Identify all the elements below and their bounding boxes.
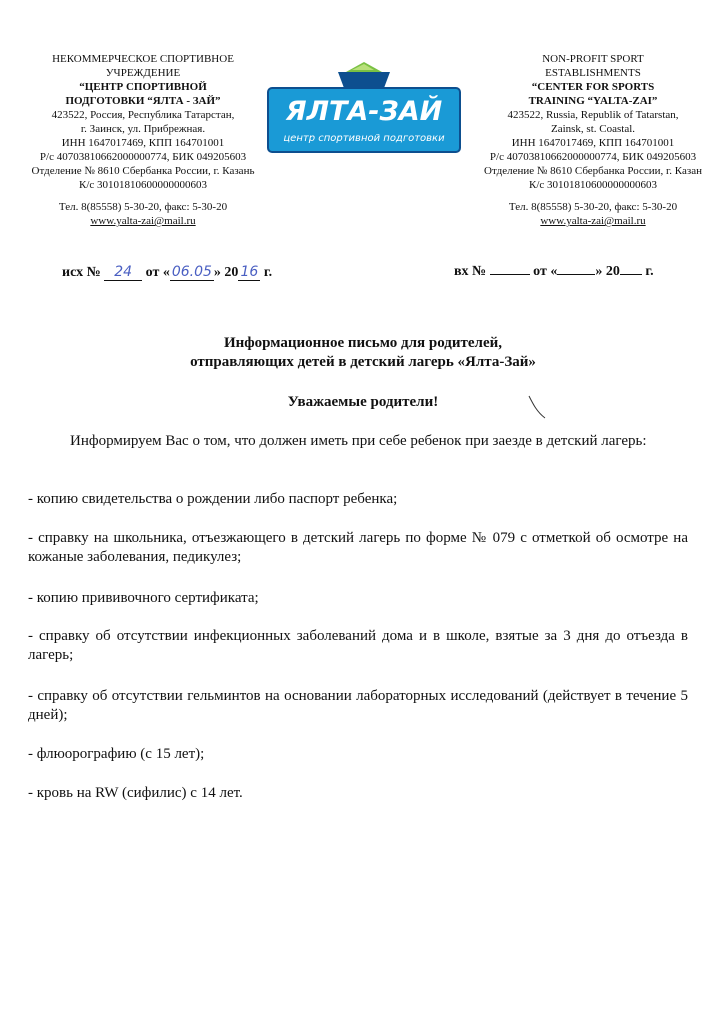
bank-en: Отделение № 8610 Сбербанка России, г. Казан <box>484 165 702 177</box>
account: Р/с 40703810662000000774, БИК 049205603 <box>39 151 247 163</box>
org-name-2: ПОДГОТОВКИ “ЯЛТА - ЗАЙ” <box>65 95 221 107</box>
in-year <box>620 274 642 275</box>
out-from-label: от « <box>145 265 170 280</box>
org-name-en-2: TRAINING “YALTA-ZAI” <box>528 95 658 107</box>
in-year-prefix: » 20 <box>595 264 620 279</box>
title-line-1: Информационное письмо для родителей, <box>223 335 503 351</box>
in-label: вх № <box>454 264 487 279</box>
greeting: Уважаемые родители! <box>287 394 439 410</box>
out-year-suffix: г. <box>263 265 273 280</box>
out-date: 06.05 <box>171 264 212 280</box>
list-item: - флюорографию (с 15 лет); <box>28 746 205 762</box>
account-en: Р/с 40703810662000000774, БИК 049205603 <box>489 151 697 163</box>
out-label: исх № <box>62 265 101 280</box>
in-date <box>557 274 595 275</box>
logo-text: ЯЛТА-ЗАЙ <box>285 96 443 127</box>
bank: Отделение № 8610 Сбербанка России, г. Казань <box>31 165 255 177</box>
org-name: “ЦЕНТР СПОРТИВНОЙ <box>79 81 207 93</box>
outgoing-ref <box>62 264 272 281</box>
out-year: 16 <box>238 264 260 281</box>
in-number <box>490 274 530 275</box>
inn-en: ИНН 1647017469, КПП 164701001 <box>511 137 675 149</box>
corr-account: К/с 30101810600000000603 <box>78 179 208 191</box>
org-name-en: “CENTER FOR SPORTS <box>531 81 655 93</box>
out-year-prefix: » 20 <box>213 265 239 280</box>
address-2: г. Заинск, ул. Прибрежная. <box>80 123 206 135</box>
letter-title <box>0 334 726 372</box>
address: 423522, Россия, Республика Татарстан, <box>51 109 235 121</box>
in-from-label: от « <box>533 264 558 279</box>
list-item: - справку на школьника, отъезжающего в детский лагерь по форме № 079 с отметкой об осмотре на кожаные заболевания, педикулез; <box>28 530 688 565</box>
list-item: - кровь на RW (сифилис) с 14 лет. <box>28 785 243 801</box>
in-year-suffix: г. <box>645 264 654 279</box>
intro-paragraph: Информируем Вас о том, что должен иметь при себе ребенок при заезде в детский лагерь: <box>70 433 647 449</box>
email-link-en[interactable]: www.yalta-zai@mail.ru <box>540 215 646 227</box>
title-line-2: отправляющих детей в детский лагерь «Ялта-Зай» <box>190 354 536 370</box>
address-en-2: Zainsk, st. Coastal. <box>550 123 636 135</box>
corr-account-en: К/с 30101810600000000603 <box>528 179 658 191</box>
phone-en: Тел. 8(85558) 5-30-20, факс: 5-30-20 <box>508 201 678 213</box>
logo-subtitle: центр спортивной подготовки <box>283 133 445 144</box>
org-type: НЕКОММЕРЧЕСКОЕ СПОРТИВНОЕ <box>52 53 234 65</box>
phone: Тел. 8(85558) 5-30-20, факс: 5-30-20 <box>58 201 228 213</box>
org-type-en-2: ESTABLISHMENTS <box>545 67 641 79</box>
header-left <box>28 52 258 228</box>
address-en: 423522, Russia, Republik of Tatarstan, <box>507 109 679 121</box>
yalta-zai-logo <box>266 62 462 154</box>
incoming-ref <box>454 264 654 280</box>
list-item: - копию прививочного сертификата; <box>28 590 259 606</box>
email-link[interactable]: www.yalta-zai@mail.ru <box>90 215 196 227</box>
list-item: - копию свидетельства о рождении либо паспорт ребенка; <box>28 491 398 507</box>
list-item: - справку об отсутствии инфекционных заболеваний дома и в школе, взятые за 3 дня до отъезда в лагерь; <box>28 628 688 663</box>
org-type-en: NON-PROFIT SPORT <box>542 53 644 65</box>
pen-mark <box>527 394 547 420</box>
list-item: - справку об отсутствии гельминтов на основании лабораторных исследований (действует в течение 5 дней); <box>28 688 688 723</box>
header-right <box>478 52 708 228</box>
inn: ИНН 1647017469, КПП 164701001 <box>61 137 225 149</box>
out-number: 24 <box>104 264 142 281</box>
org-type-2: УЧРЕЖДЕНИЕ <box>105 67 181 79</box>
